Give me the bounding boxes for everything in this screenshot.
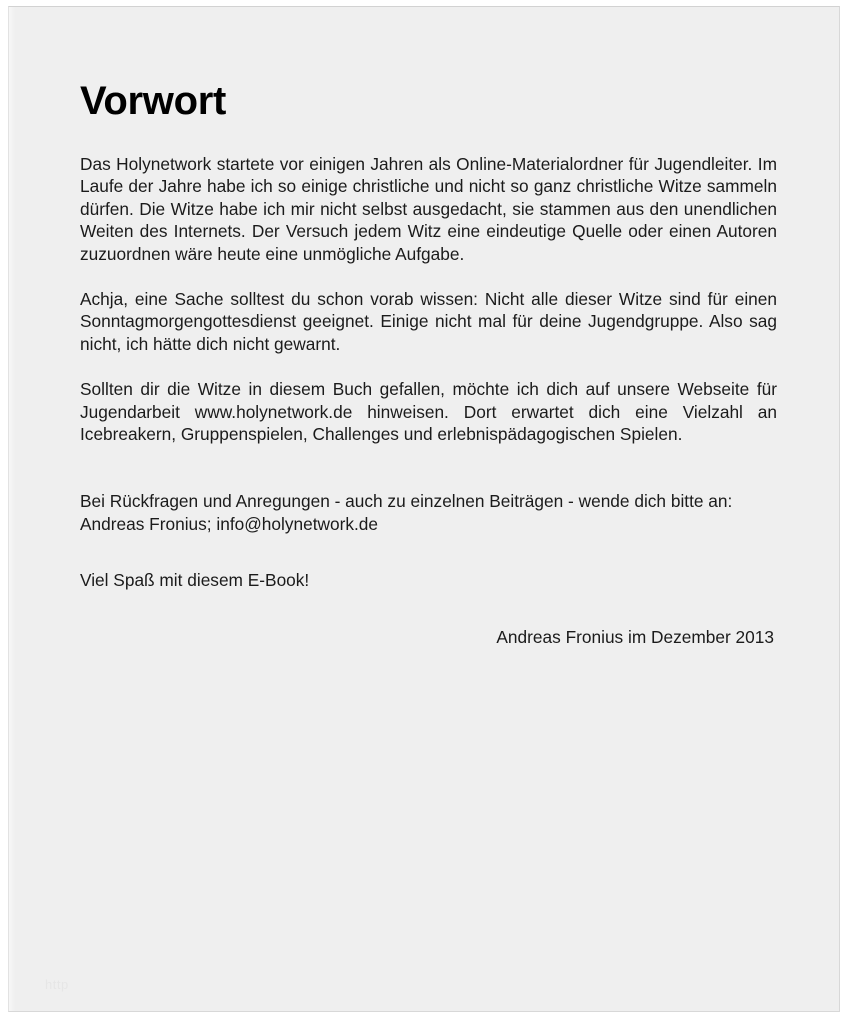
- paragraph-warning: Achja, eine Sache solltest du schon vorab wissen: Nicht alle dieser Witze sind für einen Sonntagmorgengottesdienst geeignet. Einige nicht mal für deine Jugendgruppe. Also sag nicht, ich hätte dich nicht gewarnt.: [80, 289, 777, 354]
- paragraph-spacer: [80, 592, 777, 626]
- paragraph-closing: Viel Spaß mit diesem E-Book!: [80, 570, 310, 591]
- paragraph-spacer: [80, 445, 777, 490]
- document-page: [8, 6, 840, 1012]
- page-title: Vorwort: [80, 79, 227, 123]
- paragraph-spacer: [80, 355, 777, 378]
- paragraph-website: Sollten dir die Witze in diesem Buch gefallen, möchte ich dich auf unsere Webseite für Jugendarbeit www.holynetwork.de hinweisen. Dort erwartet dich eine Vielzahl an Icebreakern, Gruppenspielen, Challenges und erlebnispädagogischen Spielen.: [80, 379, 777, 445]
- paragraph-contact: Bei Rückfragen und Anregungen - auch zu einzelnen Beiträgen - wende dich bitte an: Andreas Fronius; info@holynetwork.de: [80, 491, 733, 534]
- document-content: [80, 79, 777, 648]
- paragraph-spacer: [80, 535, 777, 569]
- paragraph-spacer: [80, 265, 777, 288]
- signature-line: Andreas Fronius im Dezember 2013: [496, 626, 774, 647]
- watermark-text: http: [45, 977, 69, 992]
- paragraph-intro: Das Holynetwork startete vor einigen Jahren als Online-Materialordner für Jugendleiter. Im Laufe der Jahre habe ich so einige christliche und nicht so ganz christliche Witze sammeln dürfen. Die Witze habe ich mir nicht selbst ausgedacht, sie stammen aus den unendlichen Weiten des Internets. Der Versuch jedem Witz eine eindeutige Quelle oder einen Autoren zuzuordnen wäre heute eine unmögliche Aufgabe.: [80, 154, 777, 264]
